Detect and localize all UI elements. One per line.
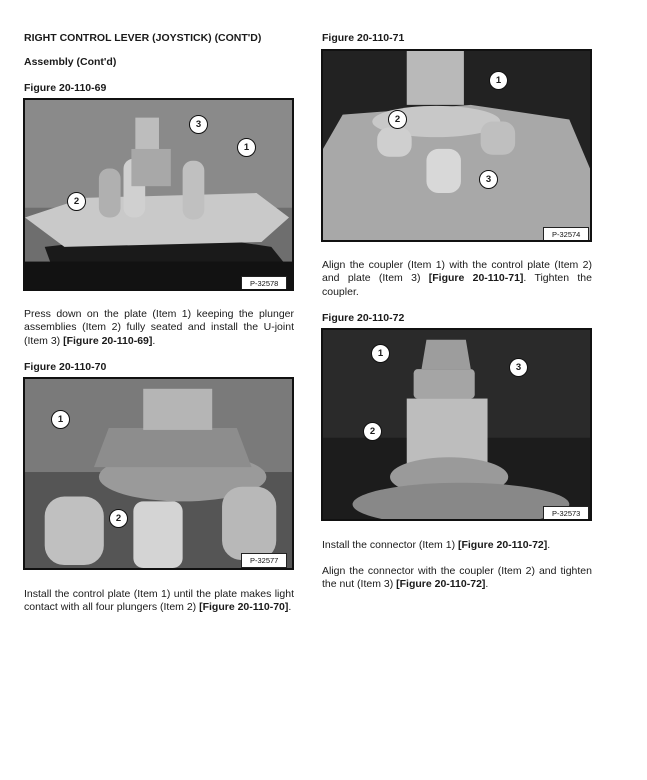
paragraph-69: Press down on the plate (Item 1) keeping the plunger assemblies (Item 2) fully seated and install the U-joint (Item 3) [Figure 20-110-69]. — [24, 308, 294, 347]
photo-code: P-32578 — [241, 276, 287, 291]
figure-ref: [Figure 20-110-72] — [396, 578, 486, 591]
figure-ref: [Figure 20-110-72] — [457, 539, 548, 551]
photo-code: P-32574 — [543, 227, 589, 242]
figure-ref: [Figure 20-110-71] — [428, 272, 524, 285]
section-title: RIGHT CONTROL LEVER (JOYSTICK) (CONT'D) — [24, 32, 262, 44]
paragraph-71: Align the coupler (Item 1) with the control plate (Item 2) and plate (Item 3) [Figure 20-110-71]. Tighten the coupler. — [322, 259, 592, 298]
figure-69-caption: Figure 20-110-69 — [24, 82, 107, 94]
paragraph-72a: Install the connector (Item 1) [Figure 20-110-72]. — [322, 539, 551, 551]
figure-ref: [Figure 20-110-70] — [199, 601, 289, 614]
figure-ref: [Figure 20-110-69] — [63, 334, 153, 347]
callout-3: 3 — [479, 170, 498, 189]
figure-70-photo — [23, 377, 294, 570]
callout-2: 2 — [67, 192, 86, 211]
paragraph-70: Install the control plate (Item 1) until the plate makes light contact with all four plungers (Item 2) [Figure 20-110-70]. — [24, 588, 294, 614]
photo-code: P-32573 — [543, 506, 589, 521]
callout-1: 1 — [237, 138, 256, 157]
callout-1: 1 — [371, 344, 390, 363]
paragraph-72b: Align the connector with the coupler (Item 2) and tighten the nut (Item 3) [Figure 20-110-72]. — [322, 565, 592, 591]
callout-2: 2 — [363, 422, 382, 441]
callout-1: 1 — [51, 410, 70, 429]
callout-2: 2 — [388, 110, 407, 129]
figure-70-caption: Figure 20-110-70 — [24, 361, 107, 373]
callout-3: 3 — [189, 115, 208, 134]
figure-69-photo — [23, 98, 294, 291]
figure-71-caption: Figure 20-110-71 — [322, 32, 405, 44]
figure-72-caption: Figure 20-110-72 — [322, 312, 405, 324]
callout-2: 2 — [109, 509, 128, 528]
callout-3: 3 — [509, 358, 528, 377]
callout-1: 1 — [489, 71, 508, 90]
subsection-title: Assembly (Cont'd) — [24, 56, 117, 68]
figure-72-photo — [321, 328, 592, 521]
photo-code: P-32577 — [241, 553, 287, 568]
figure-71-photo — [321, 49, 592, 242]
